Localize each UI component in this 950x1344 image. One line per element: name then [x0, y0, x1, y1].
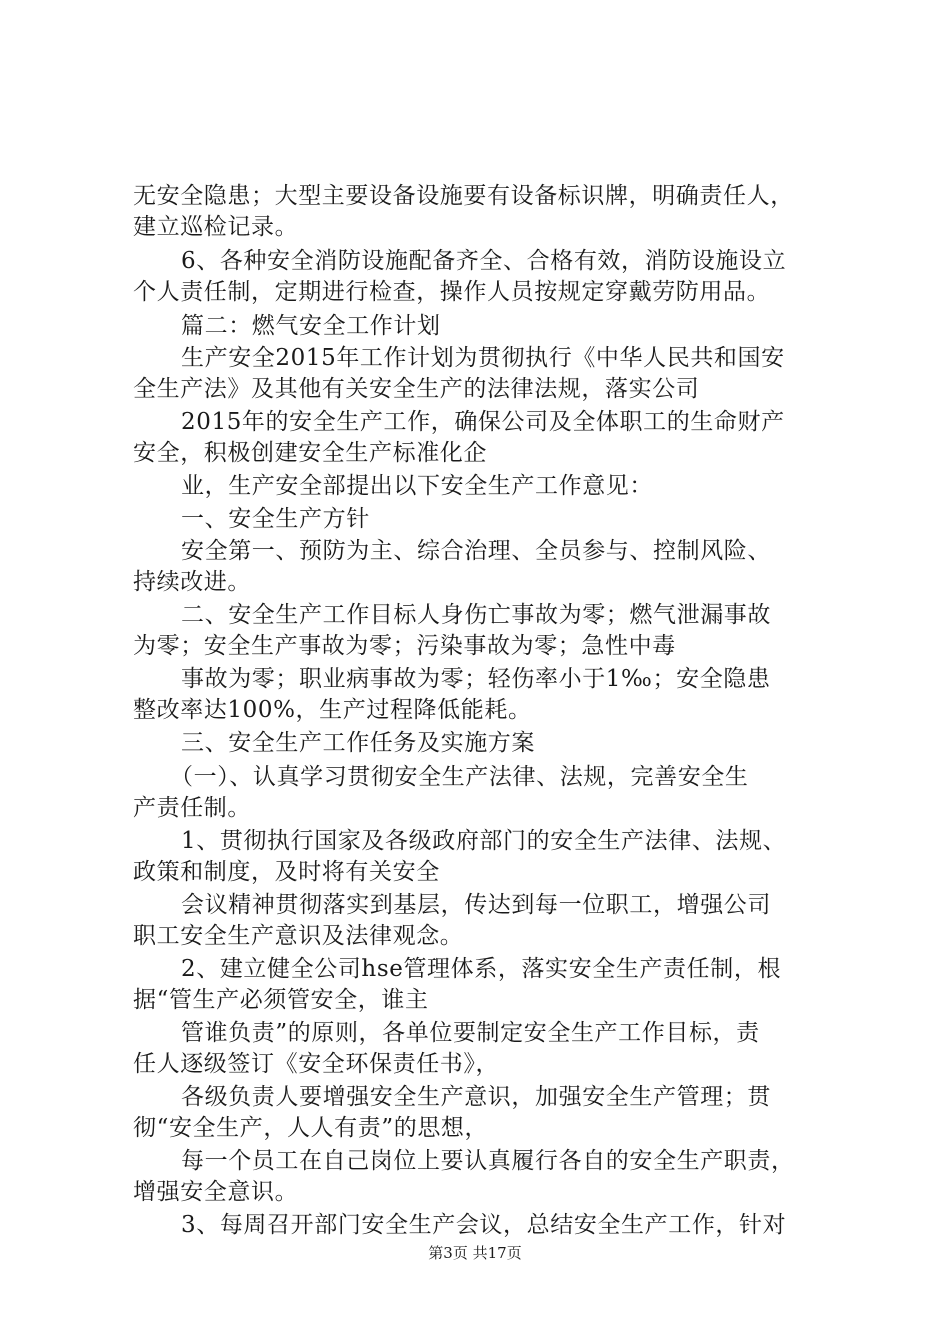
text-line-17: 整改率达100%，生产过程降低能耗。	[133, 697, 532, 723]
text-line-3: 6、各种安全消防设施配备齐全、合格有效，消防设施设立	[181, 248, 787, 274]
section-heading-part-two: 篇二：燃气安全工作计划	[181, 313, 441, 339]
page-number-footer: 第3页 共17页	[428, 1244, 522, 1262]
text-line-27: 管谁负责”的原则，各单位要制定安全生产工作目标，责	[181, 1020, 760, 1046]
text-line-2: 建立巡检记录。	[133, 214, 299, 240]
text-line-4: 个人责任制，定期进行检查，操作人员按规定穿戴劳防用品。	[133, 279, 771, 305]
text-line-13: 持续改进。	[133, 569, 251, 595]
text-line-32: 增强安全意识。	[133, 1179, 299, 1205]
text-line-26: 据“管生产必须管安全，谁主	[133, 987, 429, 1013]
section-heading-2: 二、安全生产工作目标人身伤亡事故为零；燃气泄漏事故	[181, 602, 771, 628]
text-line-24: 职工安全生产意识及法律观念。	[133, 923, 464, 949]
text-line-29: 各级负责人要增强安全生产意识，加强安全生产管理；贯	[181, 1084, 771, 1110]
text-line-15: 为零；安全生产事故为零；污染事故为零；急性中毒	[133, 633, 676, 659]
text-line-22: 政策和制度，及时将有关安全	[133, 859, 440, 885]
text-line-19: （一）、认真学习贯彻安全生产法律、法规，完善安全生	[170, 764, 749, 790]
text-line-6: 生产安全2015年工作计划为贯彻执行《中华人民共和国安	[181, 345, 785, 371]
section-heading-3: 三、安全生产工作任务及实施方案	[181, 730, 535, 756]
text-line-31: 每一个员工在自己岗位上要认真履行各自的安全生产职责，	[181, 1148, 795, 1174]
text-line-20: 产责任制。	[133, 795, 251, 821]
text-line-12: 安全第一、预防为主、综合治理、全员参与、控制风险、	[181, 538, 771, 564]
text-line-16: 事故为零；职业病事故为零；轻伤率小于1‰；安全隐患	[181, 666, 771, 692]
text-line-1: 无安全隐患；大型主要设备设施要有设备标识牌，明确责任人，	[133, 183, 794, 209]
text-line-21: 1、贯彻执行国家及各级政府部门的安全生产法律、法规、	[181, 828, 787, 854]
text-line-23: 会议精神贯彻落实到基层，传达到每一位职工，增强公司	[181, 892, 771, 918]
text-line-8: 2015年的安全生产工作，确保公司及全体职工的生命财产	[181, 409, 785, 435]
text-line-7: 全生产法》及其他有关安全生产的法律法规，落实公司	[133, 376, 700, 402]
section-heading-1: 一、安全生产方针	[181, 506, 370, 532]
text-line-30: 彻“安全生产，人人有责”的思想，	[133, 1115, 489, 1141]
text-line-10: 业，生产安全部提出以下安全生产工作意见：	[181, 473, 653, 499]
text-line-28: 任人逐级签订《安全环保责任书》，	[133, 1051, 500, 1077]
text-line-25: 2、建立健全公司hse管理体系，落实安全生产责任制，根	[181, 956, 782, 982]
text-line-33: 3、每周召开部门安全生产会议，总结安全生产工作，针对	[181, 1212, 787, 1238]
text-line-9: 安全，积极创建安全生产标准化企	[133, 440, 487, 466]
